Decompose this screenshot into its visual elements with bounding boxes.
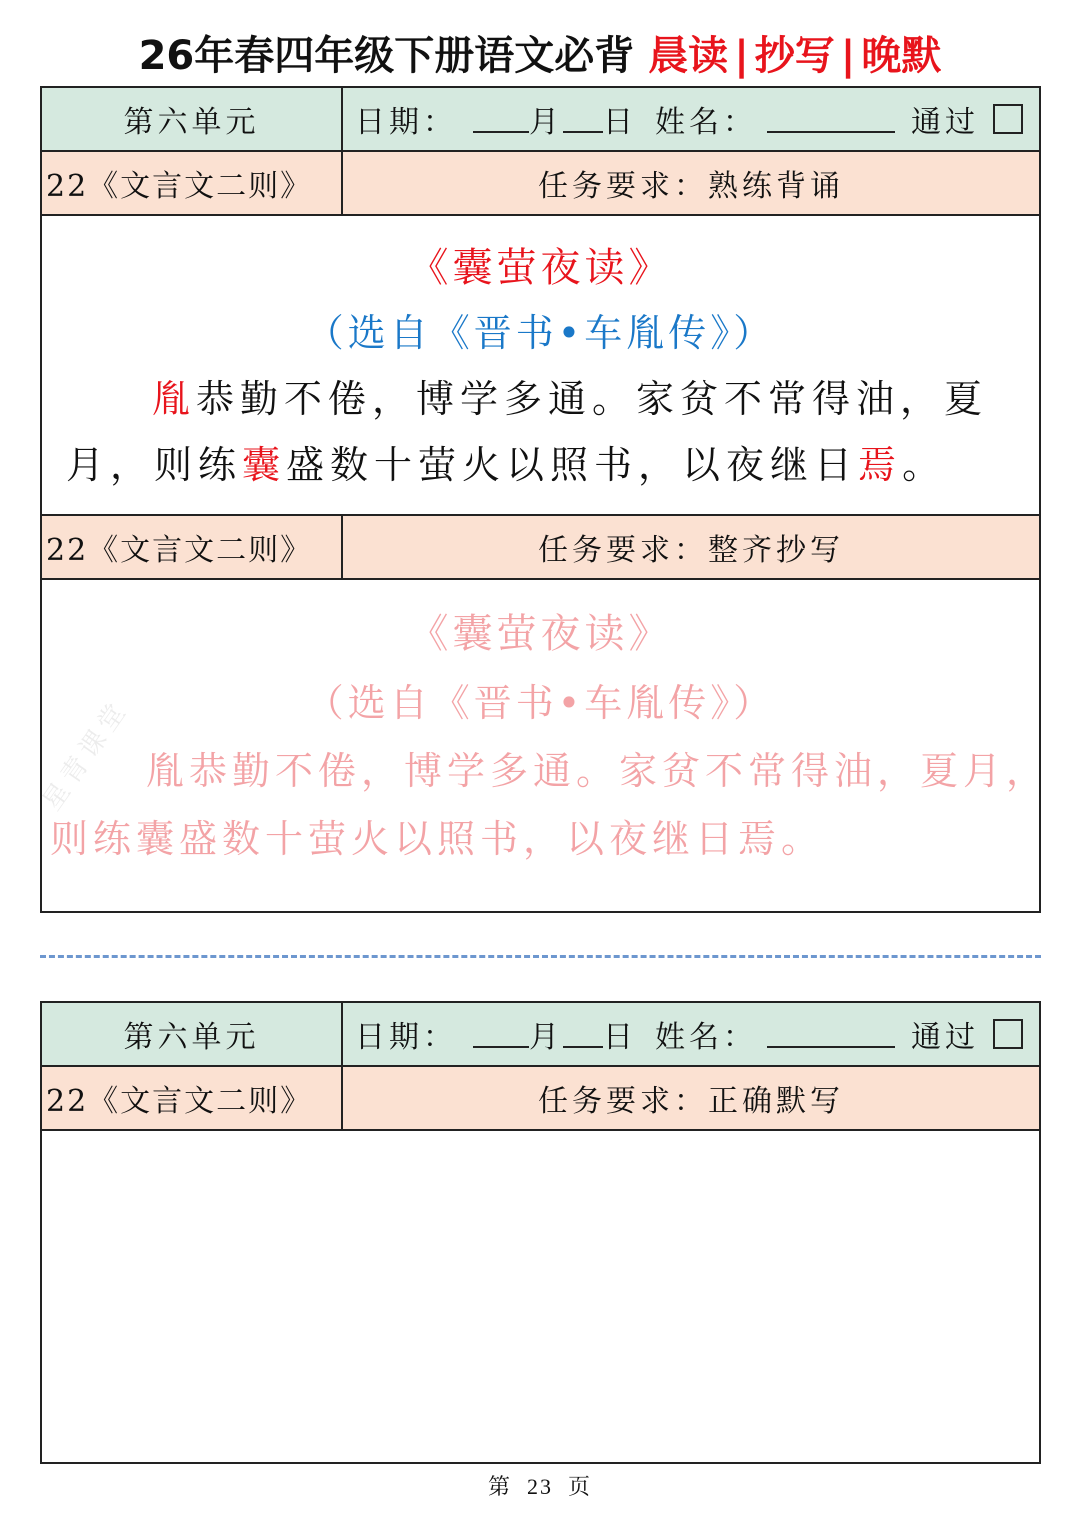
task-requirement: 任务要求：正确默写 — [538, 1084, 844, 1119]
name-label: 姓名： — [655, 1020, 757, 1055]
copy-content[interactable] — [42, 580, 1050, 909]
month-label: 月 — [529, 1020, 563, 1055]
trace-poem-source: （选自《晋书•车胤传》） — [305, 681, 776, 725]
day-label: 日 — [603, 105, 637, 140]
tag-evening-dictation: 晚默 — [861, 33, 942, 79]
day-label: 日 — [603, 1020, 637, 1055]
date-name-cell — [343, 88, 1039, 150]
task-row-recite — [42, 152, 1039, 216]
pass-checkbox[interactable] — [993, 1019, 1023, 1049]
highlight-char: 胤 — [152, 377, 197, 421]
page-value: 23 — [527, 1474, 553, 1499]
dictation-writing-area[interactable] — [42, 1131, 1039, 1462]
poem-title: 《囊萤夜读》 — [408, 245, 673, 291]
page-suffix: 页 — [568, 1475, 593, 1500]
recite-content — [42, 216, 1039, 516]
unit-label: 第六单元 — [42, 1003, 343, 1065]
tag-copying: 抄写 — [754, 33, 835, 79]
title-separator: | — [734, 33, 749, 79]
task-row-copy — [42, 516, 1039, 580]
recite-copy-sheet — [40, 86, 1050, 913]
trace-poem-title: 《囊萤夜读》 — [408, 611, 673, 657]
task-requirement: 任务要求：整齐抄写 — [538, 533, 844, 568]
pass-label: 通过 — [911, 1020, 979, 1055]
tag-morning-reading: 晨读 — [648, 33, 729, 79]
poem-source: （选自《晋书•车胤传》） — [305, 311, 776, 355]
highlight-char: 囊 — [242, 443, 287, 487]
pass-label: 通过 — [911, 105, 979, 140]
highlight-char: 焉 — [858, 443, 903, 487]
month-blank[interactable] — [473, 105, 529, 133]
month-blank[interactable] — [473, 1020, 529, 1048]
lesson-label: 22《文言文二则》 — [42, 152, 343, 214]
lesson-label: 22《文言文二则》 — [42, 516, 343, 578]
pass-group — [911, 88, 1023, 150]
date-name-cell — [343, 1003, 1039, 1065]
name-blank[interactable] — [767, 105, 895, 133]
poem-text: 。 — [902, 443, 947, 487]
task-row-dictation — [42, 1067, 1039, 1131]
poem-line-1 — [152, 368, 988, 423]
page-title — [0, 28, 1080, 84]
date-label: 日期： — [355, 1020, 457, 1055]
pass-group — [911, 1003, 1023, 1065]
day-blank[interactable] — [563, 1020, 603, 1048]
sheet-header-row — [42, 88, 1039, 152]
poem-text: 月，则练 — [66, 443, 243, 487]
page-prefix: 第 — [487, 1475, 512, 1500]
poem-text: 恭勤不倦，博学多通。家贫不常得油，夏 — [196, 377, 989, 421]
pass-checkbox[interactable] — [993, 104, 1023, 134]
date-label: 日期： — [355, 105, 457, 140]
section-divider — [40, 955, 1041, 958]
lesson-label: 22《文言文二则》 — [42, 1067, 343, 1129]
trace-line-2: 则练囊盛数十萤火以照书，以夜继日焉。 — [50, 817, 825, 861]
month-label: 月 — [529, 105, 563, 140]
task-requirement: 任务要求：熟练背诵 — [538, 169, 844, 204]
title-separator: | — [840, 33, 856, 79]
name-label: 姓名： — [655, 105, 757, 140]
unit-label: 第六单元 — [42, 88, 343, 150]
dictation-sheet — [40, 1001, 1041, 1464]
trace-line-1: 胤恭勤不倦，博学多通。家贫不常得油，夏月， — [146, 749, 1050, 793]
poem-text: 盛数十萤火以照书，以夜继日 — [286, 443, 859, 487]
poem-line-2 — [66, 434, 946, 489]
day-blank[interactable] — [563, 105, 603, 133]
sheet-header-row — [42, 1003, 1039, 1067]
page-number — [0, 1470, 1080, 1501]
name-blank[interactable] — [767, 1020, 895, 1048]
title-main: 26年春四年级下册语文必背 — [138, 33, 635, 79]
watermark: 星青课堂 — [37, 693, 136, 816]
